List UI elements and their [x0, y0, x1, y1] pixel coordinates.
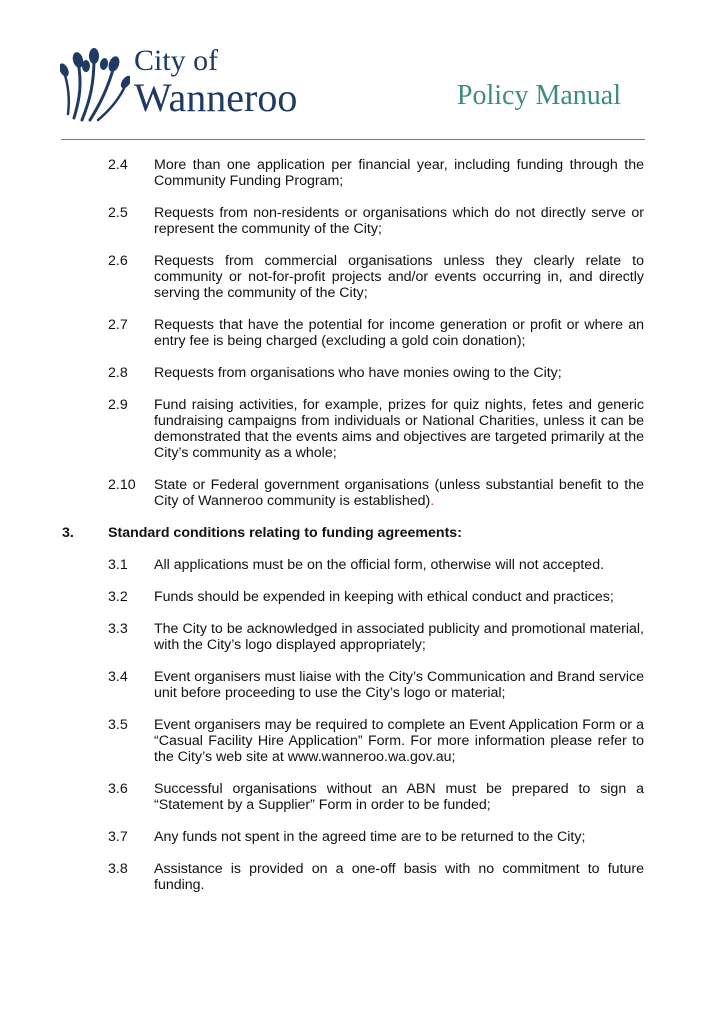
- list-item: [0, 669, 705, 701]
- item-text: Requests from organisations who have monies owing to the City;: [154, 365, 562, 381]
- page-header: [0, 0, 705, 140]
- item-trailing-period: .: [430, 493, 435, 509]
- item-text: Successful organisations without an ABN must be prepared to sign a “Statement by a Supplier” Form in order to be funded;: [154, 781, 644, 813]
- list-item: [0, 557, 705, 573]
- list-item: [0, 317, 705, 349]
- list-item: [0, 621, 705, 653]
- item-number: 3.4: [108, 669, 128, 685]
- page-title: Policy Manual: [456, 80, 621, 111]
- list-item: [0, 589, 705, 605]
- kangaroo-paw-logo-icon: [60, 48, 130, 122]
- item-text-container: [154, 477, 644, 509]
- item-text: Requests from non-residents or organisations which do not directly serve or represent the community of the City;: [154, 205, 644, 237]
- item-text: The City to be acknowledged in associated publicity and promotional material, with the City’s logo displayed appropriately;: [154, 621, 644, 653]
- section-title: Standard conditions relating to funding agreements:: [108, 525, 462, 541]
- item-number: 3.5: [108, 717, 128, 733]
- list-item: [0, 829, 705, 845]
- item-number: 3.6: [108, 781, 128, 797]
- item-text: Event organisers may be required to complete an Event Application Form or a “Casual Facility Hire Application” Form. For more information please refer to the City’s web site at www.wanneroo.wa.gov.au;: [154, 717, 644, 765]
- list-item: [0, 253, 705, 301]
- item-number: 2.6: [108, 253, 128, 269]
- section-heading: [0, 525, 705, 541]
- list-item: [0, 157, 705, 189]
- policy-content: [0, 157, 705, 909]
- item-text: State or Federal government organisations (unless substantial benefit to the City of Wanneroo community is established): [154, 477, 644, 509]
- item-number: 2.8: [108, 365, 128, 381]
- item-number: 3.7: [108, 829, 128, 845]
- list-item: [0, 365, 705, 381]
- item-number: 2.10: [108, 477, 136, 493]
- item-number: 2.7: [108, 317, 128, 333]
- item-text: More than one application per financial year, including funding through the Community Funding Program;: [154, 157, 644, 189]
- item-number: 2.5: [108, 205, 128, 221]
- item-text: Any funds not spent in the agreed time are to be returned to the City;: [154, 829, 586, 845]
- item-number: 3.2: [108, 589, 128, 605]
- item-number: 2.9: [108, 397, 128, 413]
- list-item: [0, 781, 705, 813]
- list-item: [0, 861, 705, 893]
- item-number: 3.8: [108, 861, 128, 877]
- item-text: Assistance is provided on a one-off basis with no commitment to future funding.: [154, 861, 644, 893]
- item-text: Event organisers must liaise with the City’s Communication and Brand service unit before proceeding to use the City’s logo or material;: [154, 669, 644, 701]
- item-text: Fund raising activities, for example, prizes for quiz nights, fetes and generic fundraising campaigns from individuals or National Charities, unless it can be demonstrated that the events aims and objectives are targeted primarily at the City’s community as a whole;: [154, 397, 644, 461]
- logo-text-city-of: City of: [134, 44, 219, 77]
- item-text: Requests from commercial organisations unless they clearly relate to community or not-for-profit projects and/or events occurring in, and directly serving the community of the City;: [154, 253, 644, 301]
- logo-text-wanneroo: Wanneroo: [134, 75, 298, 120]
- list-item: [0, 205, 705, 237]
- item-text: All applications must be on the official form, otherwise will not accepted.: [154, 557, 605, 573]
- item-number: 2.4: [108, 157, 128, 173]
- item-number: 3.1: [108, 557, 128, 573]
- list-item: [0, 477, 705, 509]
- header-divider: [61, 139, 645, 140]
- item-text: Requests that have the potential for income generation or profit or where an entry fee is being charged (excluding a gold coin donation);: [154, 317, 644, 349]
- section-number: 3.: [62, 525, 74, 541]
- list-item: [0, 717, 705, 765]
- list-item: [0, 397, 705, 461]
- item-text: Funds should be expended in keeping with ethical conduct and practices;: [154, 589, 614, 605]
- item-number: 3.3: [108, 621, 128, 637]
